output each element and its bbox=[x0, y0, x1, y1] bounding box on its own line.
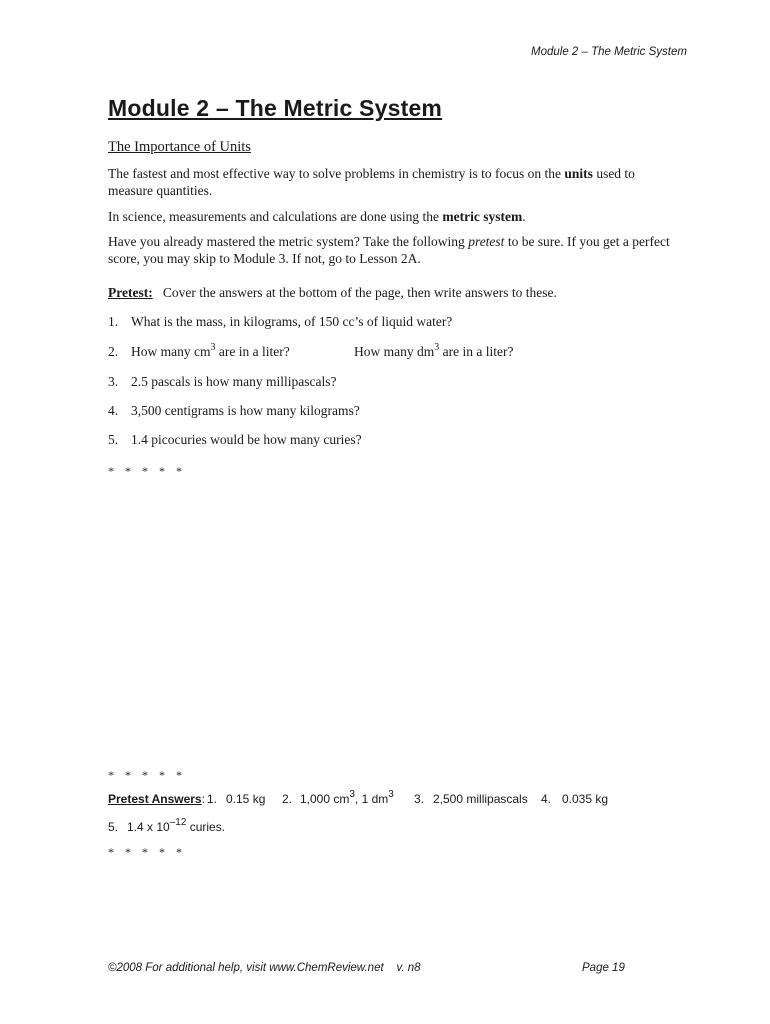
intro-text: In science, measurements and calculations are done using the bbox=[108, 209, 443, 224]
star: * bbox=[125, 845, 131, 859]
question-number: 5. bbox=[108, 432, 119, 447]
star: * bbox=[159, 845, 165, 859]
star: * bbox=[159, 768, 165, 782]
answer-text: 1.4 x 10 bbox=[127, 820, 170, 834]
question-text: How many cm bbox=[131, 344, 211, 359]
intro-text: used to measure quantities. bbox=[108, 166, 635, 198]
question-number: 4. bbox=[108, 403, 119, 418]
pretest-instructions bbox=[108, 285, 557, 301]
question-1 bbox=[108, 314, 453, 330]
star: * bbox=[176, 845, 182, 859]
superscript: –12 bbox=[169, 817, 187, 828]
question-text: What is the mass, in kilograms, of 150 cc’s of liquid water? bbox=[131, 314, 453, 329]
page-number: Page 19 bbox=[582, 962, 625, 974]
star: * bbox=[142, 768, 148, 782]
page-title: Module 2 – The Metric System bbox=[108, 95, 443, 121]
question-2a bbox=[131, 344, 290, 360]
superscript: 3 bbox=[349, 789, 355, 800]
answer-text: , 1 dm bbox=[354, 792, 389, 806]
answer-text: 1,000 cm bbox=[300, 792, 350, 806]
units-emphasis: units bbox=[564, 166, 593, 181]
star: * bbox=[108, 768, 114, 782]
answer-2 bbox=[300, 789, 394, 806]
answer-4: 0.035 kg bbox=[562, 792, 609, 806]
question-text: How many dm bbox=[354, 344, 435, 359]
question-text: 3,500 centigrams is how many kilograms? bbox=[131, 403, 360, 418]
pretest-instructions-text: Cover the answers at the bottom of the page, then write answers to these. bbox=[162, 285, 557, 300]
pretest-emphasis: pretest bbox=[468, 234, 505, 249]
answer-3: 2,500 millipascals bbox=[433, 792, 528, 806]
answer-number: 2. bbox=[282, 792, 293, 806]
answers-colon: : bbox=[201, 792, 205, 806]
footer-credit: ©2008 For additional help, visit www.ChemReview.net v. n8 bbox=[108, 962, 421, 974]
running-header: Module 2 – The Metric System bbox=[531, 46, 687, 58]
question-4 bbox=[108, 403, 360, 419]
question-3 bbox=[108, 374, 337, 390]
question-2b bbox=[354, 344, 513, 360]
intro-paragraph-2 bbox=[108, 208, 678, 225]
section-heading: The Importance of Units bbox=[108, 139, 251, 155]
question-number: 2. bbox=[108, 344, 119, 359]
answer-5 bbox=[127, 817, 226, 834]
answer-number: 3. bbox=[414, 792, 425, 806]
question-text: are in a liter? bbox=[215, 344, 290, 359]
question-number: 3. bbox=[108, 374, 119, 389]
metric-system-emphasis: metric system bbox=[442, 209, 523, 224]
intro-text: to be sure. If you get a perfect score, you may skip to Module 3. If not, go to Lesson 2A. bbox=[108, 234, 670, 266]
star: * bbox=[142, 464, 148, 478]
intro-paragraph-3 bbox=[108, 233, 678, 267]
intro-paragraph-1 bbox=[108, 165, 678, 199]
pretest-label: Pretest: bbox=[108, 285, 153, 300]
superscript: 3 bbox=[388, 789, 394, 800]
separator-stars-top bbox=[108, 464, 193, 479]
star: * bbox=[176, 768, 182, 782]
question-5 bbox=[108, 432, 362, 448]
answer-1: 0.15 kg bbox=[226, 792, 266, 806]
star: * bbox=[125, 768, 131, 782]
question-text: 2.5 pascals is how many millipascals? bbox=[131, 374, 337, 389]
star: * bbox=[108, 464, 114, 478]
separator-stars-answers-bottom bbox=[108, 845, 193, 860]
intro-text: . bbox=[522, 209, 526, 224]
question-text: are in a liter? bbox=[439, 344, 514, 359]
superscript: 3 bbox=[434, 342, 440, 353]
pretest-answers-line-2 bbox=[108, 817, 408, 836]
answer-number: 5. bbox=[108, 820, 119, 834]
answer-number: 1. bbox=[207, 792, 218, 806]
star: * bbox=[159, 464, 165, 478]
star: * bbox=[108, 845, 114, 859]
question-text: 1.4 picocuries would be how many curies? bbox=[131, 432, 362, 447]
intro-text: Have you already mastered the metric system? Take the following bbox=[108, 234, 469, 249]
separator-stars-answers-top bbox=[108, 768, 193, 783]
star: * bbox=[125, 464, 131, 478]
star: * bbox=[142, 845, 148, 859]
intro-text: The fastest and most effective way to solve problems in chemistry is to focus on the bbox=[108, 166, 565, 181]
star: * bbox=[176, 464, 182, 478]
question-2 bbox=[108, 344, 668, 360]
answer-text: curies. bbox=[186, 820, 226, 834]
answers-label: Pretest Answers bbox=[108, 792, 202, 806]
question-number: 1. bbox=[108, 314, 119, 329]
superscript: 3 bbox=[210, 342, 216, 353]
answer-number: 4. bbox=[541, 792, 552, 806]
pretest-answers-line-1 bbox=[108, 789, 668, 808]
